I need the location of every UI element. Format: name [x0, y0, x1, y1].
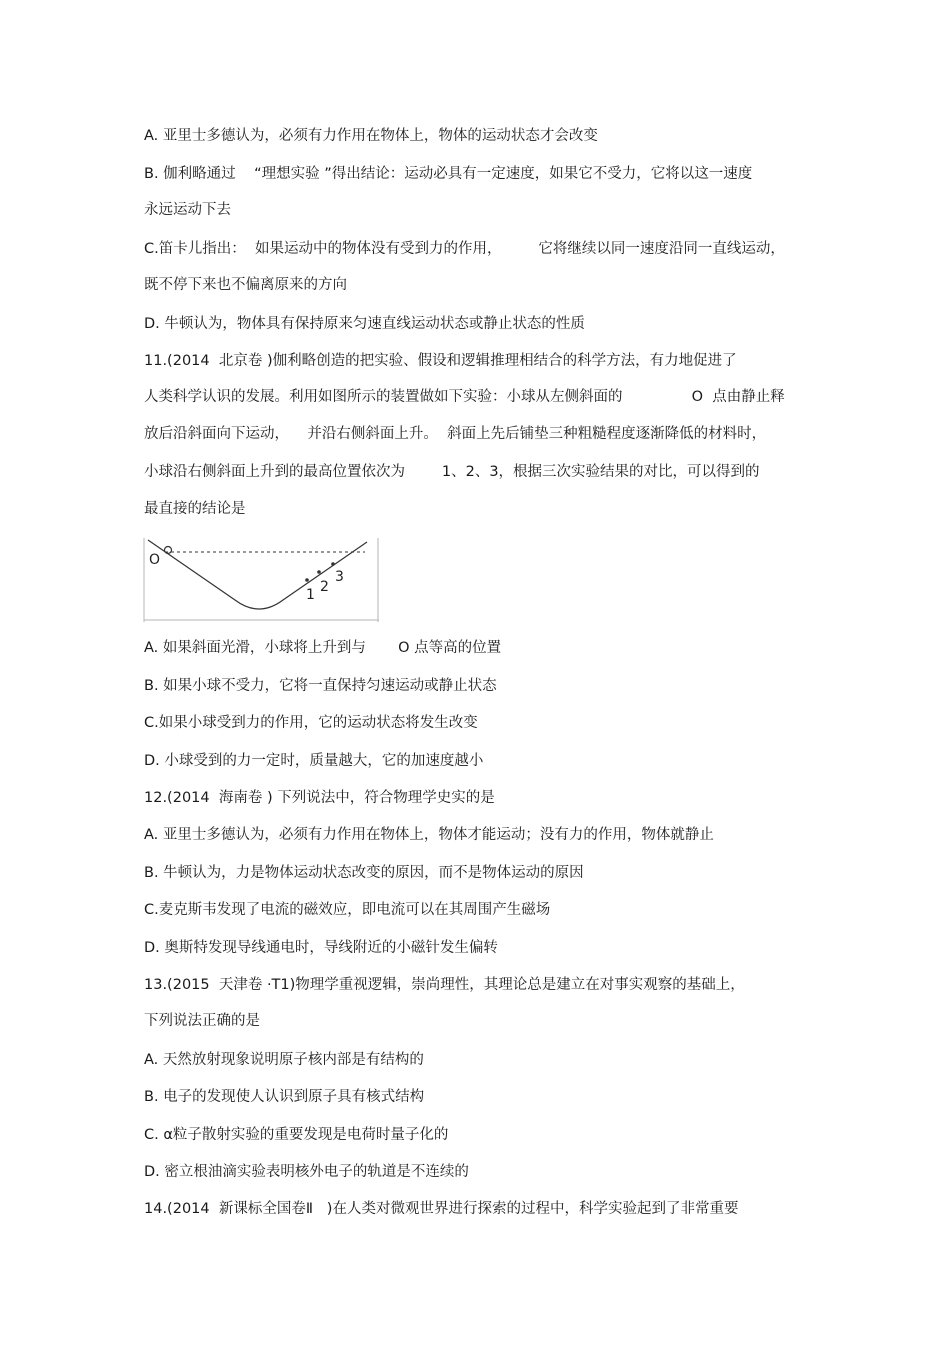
incline-diagram — [143, 536, 379, 622]
option-a: A. 天然放射现象说明原子核内部是有结构的 — [144, 1052, 424, 1068]
marker-2-dot — [317, 570, 321, 574]
marker-3-label: 3 — [335, 569, 344, 585]
marker-2-label: 2 — [320, 579, 329, 595]
text-line: 人类科学认识的发展。利用如图所示的装置做如下实验：小球从左侧斜面的 O 点由静止释 — [144, 389, 785, 405]
option-d: D. 奥斯特发现导线通电时，导线附近的小磁针发生偏转 — [144, 940, 498, 956]
question-11-stem: 11.(2014 北京卷 )伽利略创造的把实验、假设和逻辑推理相结合的科学方法，有力地促进了 — [144, 353, 737, 369]
text-line: 小球沿右侧斜面上升到的最高位置依次为 1、2、3，根据三次实验结果的对比，可以得到的 — [144, 464, 760, 480]
question-14-stem: 14.(2014 新课标全国卷Ⅱ )在人类对微观世界进行探索的过程中，科学实验起到了非常重要 — [144, 1201, 739, 1217]
incline-experiment-figure — [143, 536, 379, 622]
option-d: D. 小球受到的力一定时，质量越大，它的加速度越小 — [144, 753, 484, 769]
origin-label: O — [149, 552, 161, 568]
option-d: D. 密立根油滴实验表明核外电子的轨道是不连续的 — [144, 1164, 469, 1180]
text-line: A. 亚里士多德认为，必须有力作用在物体上，物体的运动状态才会改变 — [144, 128, 598, 144]
option-b: B. 牛顿认为，力是物体运动状态改变的原因，而不是物体运动的原因 — [144, 865, 584, 881]
option-b: B. 如果小球不受力，它将一直保持匀速运动或静止状态 — [144, 678, 497, 694]
option-b: B. 电子的发现使人认识到原子具有核式结构 — [144, 1089, 425, 1105]
text-line: D. 牛顿认为，物体具有保持原来匀速直线运动状态或静止状态的性质 — [144, 316, 585, 332]
option-c: C.麦克斯韦发现了电流的磁效应，即电流可以在其周围产生磁场 — [144, 902, 551, 918]
text-line: 放后沿斜面向下运动， 并沿右侧斜面上升。 斜面上先后铺垫三种粗糙程度逐渐降低的材料时， — [144, 426, 767, 442]
option-c: C. α粒子散射实验的重要发现是电荷时量子化的 — [144, 1127, 449, 1143]
text-line: B. 伽利略通过 “理想实验 ”得出结论：运动必具有一定速度，如果它不受力，它将以这一速度 — [144, 166, 753, 182]
question-12-stem: 12.(2014 海南卷 ) 下列说法中，符合物理学史实的是 — [144, 790, 495, 806]
marker-1-label: 1 — [306, 587, 315, 603]
text-line: 最直接的结论是 — [144, 501, 246, 517]
text-line: 永远运动下去 — [144, 202, 231, 218]
option-a: A. 亚里士多德认为，必须有力作用在物体上，物体才能运动；没有力的作用，物体就静止 — [144, 827, 714, 843]
question-13-stem: 13.(2015 天津卷 ·T1)物理学重视逻辑，崇尚理性，其理论总是建立在对事实观察的基础上， — [144, 977, 745, 993]
option-c: C.如果小球受到力的作用，它的运动状态将发生改变 — [144, 715, 478, 731]
marker-3-dot — [331, 562, 335, 566]
text-line: 下列说法正确的是 — [144, 1013, 260, 1029]
option-a: A. 如果斜面光滑，小球将上升到与 O 点等高的位置 — [144, 640, 502, 656]
marker-1-dot — [305, 578, 309, 582]
text-line: 既不停下来也不偏离原来的方向 — [144, 277, 347, 293]
text-line: C.笛卡儿指出： 如果运动中的物体没有受到力的作用， 它将继续以同一速度沿同一直线运动， — [144, 241, 785, 257]
